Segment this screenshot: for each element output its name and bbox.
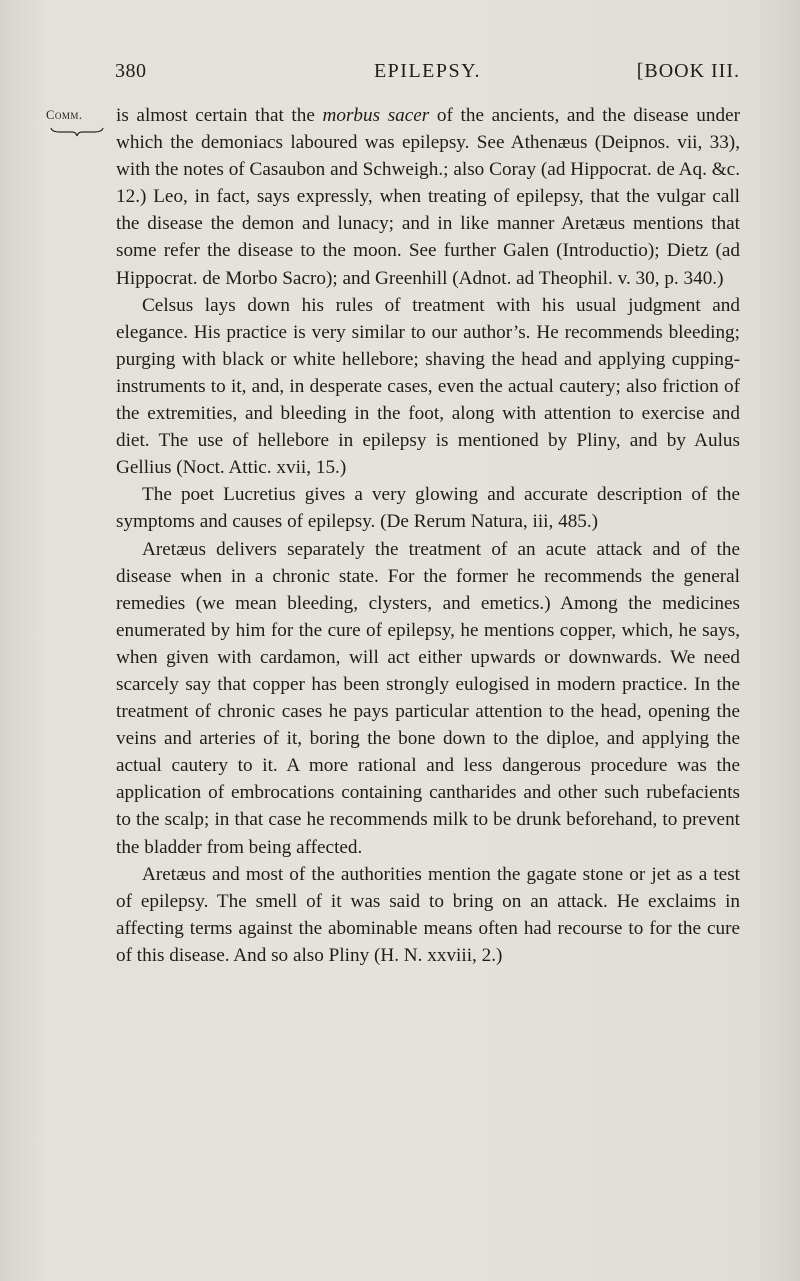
paragraph-1-rest: of the ancients, and the disease under which the demoniacs laboured was epilepsy. See Athenæus (Deipnos. vii, 33), with the notes of Casaubon and Schweigh.; also Coray (ad Hippocrat. de Aq. &c. 12.) Leo, in fact, says expressly, when treating of epilepsy, that the vulgar call the disease the demon and lunacy; and in like manner Aretæus mentions that some refer the disease to the moon. See further Galen (Introductio); Dietz (ad Hippocrat. de Morbo Sacro); and Greenhill (Adnot. ad Theophil. v. 30, p. 340.) — [116, 105, 740, 289]
paragraph-5: Aretæus and most of the authorities mention the gagate stone or jet as a test of epilepsy. The smell of it was said to bring on an attack. He exclaims in affecting terms against the abominable means often had recourse to for the cure of this disease. And so also Pliny (H. N. xxviii, 2.) — [116, 863, 740, 966]
paragraph-1-italic: morbus sacer — [322, 105, 430, 126]
paragraph-3: The poet Lucretius gives a very glowing and accurate description of the symptoms and causes of epilepsy. (De Rerum Natura, iii, 485.) — [116, 484, 740, 533]
body-text — [116, 102, 740, 969]
paragraph-2: Celsus lays down his rules of treatment with his usual judgment and elegance. His practice is very similar to our author’s. He recommends bleeding; purging with black or white hellebore; shaving the head and applying cupping-instruments to it, and, in desperate cases, even the actual cautery; also friction of the extremities, and bleeding in the foot, along with attention to exercise and diet. The use of hellebore in epilepsy is mentioned by Pliny, and by Aulus Gellius (Noct. Attic. xvii, 15.) — [116, 294, 740, 479]
paragraph-4: Aretæus delivers separately the treatment of an acute attack and of the disease when in a chronic state. For the former he recommends the general remedies (we mean bleeding, clysters, and emetics.) Among the medicines enumerated by him for the cure of epilepsy, he mentions copper, which, he says, when given with cardamon, will act either upwards or downwards. We need scarcely say that copper has been strongly eulogised in modern practice. In the treatment of chronic cases he pays particular attention to the head, opening the veins and arteries of it, boring the bone down to the diploe, and applying the actual cautery to it. A more rational and less dangerous procedure was the application of embrocations containing cantharides and other such rubefacients to the scalp; in that case he recommends milk to be drunk beforehand, to prevent the bladder from being affected. — [116, 538, 740, 858]
paragraph-1-start: is almost certain that the — [116, 105, 323, 126]
running-header — [115, 60, 740, 90]
book-reference: [BOOK III. — [636, 60, 740, 82]
margin-label: Comm. — [46, 108, 83, 122]
running-title: EPILEPSY. — [373, 60, 482, 82]
brace-icon — [50, 126, 104, 138]
paragraph-1 — [116, 102, 740, 292]
page-number: 380 — [115, 60, 147, 82]
